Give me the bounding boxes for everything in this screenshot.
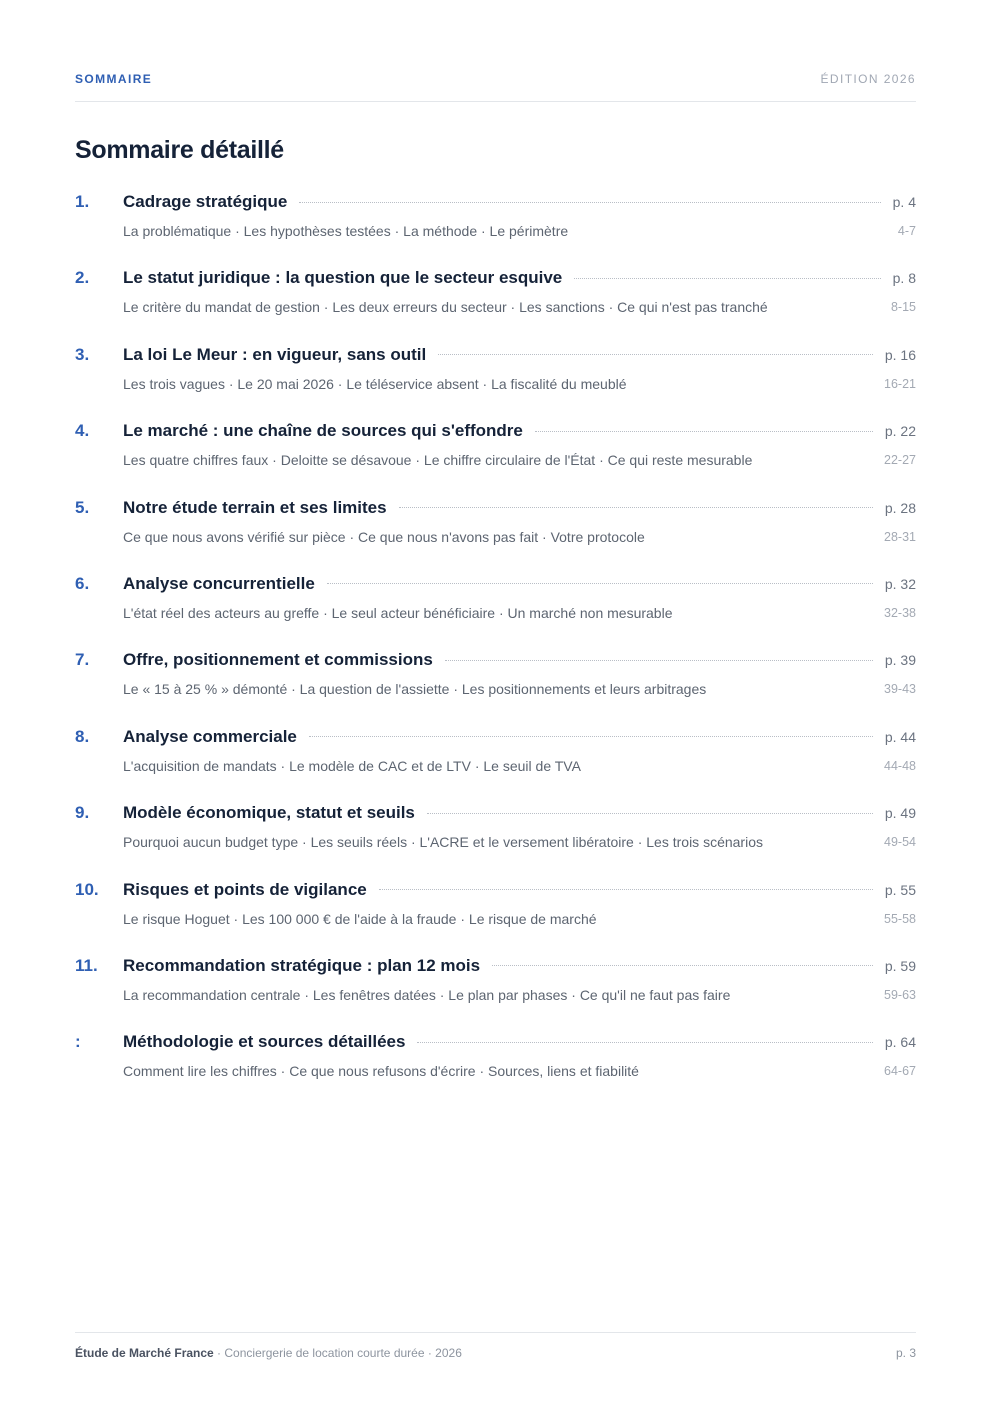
toc-dot-leader [535, 431, 873, 432]
toc-entry-heading [75, 415, 916, 447]
footer-subtitle: · Conciergerie de location courte durée · 2026 [213, 1346, 462, 1360]
toc-dot-leader [379, 889, 873, 890]
toc-entry-details [75, 982, 916, 1008]
toc-entry-details [75, 676, 916, 702]
toc-entry-page[interactable]: p. 16 [884, 346, 916, 363]
header-divider [75, 101, 916, 102]
toc-entry-page-range: 55-58 [884, 911, 916, 926]
toc-entry-number: 8. [75, 726, 90, 746]
toc-entry[interactable] [75, 415, 916, 491]
toc-entry-page-range: 59-63 [884, 987, 916, 1002]
toc-entry-title[interactable]: Méthodologie et sources détaillées [123, 1032, 406, 1052]
toc-entry-number: 3. [75, 344, 90, 364]
toc-entry-subsections: L'état réel des acteurs au greffe · Le seul acteur bénéficiaire · Un marché non mesurable [123, 604, 673, 621]
toc-dot-leader [299, 202, 880, 203]
toc-entry-subsections: La recommandation centrale · Les fenêtres datées · Le plan par phases · Ce qu'il ne faut pas faire [123, 986, 731, 1003]
toc-entry-number: 10. [75, 879, 99, 899]
toc-entry[interactable] [75, 874, 916, 950]
toc-entry-title[interactable]: Modèle économique, statut et seuils [123, 803, 415, 823]
toc-entry-title[interactable]: La loi Le Meur : en vigueur, sans outil [123, 344, 427, 364]
toc-entry-title[interactable]: Cadrage stratégique [123, 192, 288, 211]
toc-dot-leader [438, 354, 873, 355]
toc-entry-heading [75, 1026, 916, 1058]
toc-dot-leader [417, 1042, 872, 1043]
section-kicker: SOMMAIRE [75, 72, 153, 86]
toc-entry[interactable] [75, 644, 916, 720]
toc-entry-title[interactable]: Recommandation stratégique : plan 12 mois [123, 955, 481, 975]
toc-entry-subsections: Comment lire les chiffres · Ce que nous refusons d'écrire · Sources, liens et fiabilité [123, 1063, 639, 1080]
toc-dot-leader [327, 583, 873, 584]
toc-entry-title[interactable]: Offre, positionnement et commissions [123, 650, 433, 670]
table-of-contents [75, 186, 916, 1103]
toc-dot-leader [574, 278, 880, 279]
toc-entry-page[interactable]: p. 59 [884, 957, 916, 974]
toc-entry-details [75, 906, 916, 932]
toc-entry[interactable] [75, 186, 916, 262]
toc-entry-page[interactable]: p. 55 [884, 881, 916, 898]
toc-entry-heading [75, 186, 916, 218]
toc-entry-details [75, 371, 916, 397]
toc-entry-subsections: Le « 15 à 25 % » démonté · La question de l'assiette · Les positionnements et leurs arbitrages [123, 681, 707, 698]
toc-entry-heading [75, 568, 916, 600]
toc-entry-page[interactable]: p. 4 [892, 194, 916, 210]
toc-entry-page-range: 64-67 [884, 1064, 916, 1079]
toc-entry-title[interactable]: Analyse commerciale [123, 726, 297, 746]
toc-entry[interactable] [75, 1026, 916, 1102]
toc-dot-leader [309, 736, 873, 737]
toc-dot-leader [445, 660, 873, 661]
toc-entry[interactable] [75, 568, 916, 644]
toc-entry-heading [75, 262, 916, 294]
document-page [75, 0, 916, 1404]
toc-entry-number: 5. [75, 497, 90, 517]
toc-entry-details [75, 829, 916, 855]
toc-entry-page[interactable]: p. 22 [884, 423, 916, 440]
toc-entry-details [75, 753, 916, 779]
footer-divider [75, 1332, 916, 1333]
toc-entry-details [75, 524, 916, 550]
toc-dot-leader [492, 965, 873, 966]
toc-entry-page[interactable]: p. 8 [892, 270, 916, 287]
toc-entry-page-range: 44-48 [884, 758, 916, 773]
toc-entry-number: : [75, 1032, 81, 1052]
toc-entry-heading [75, 874, 916, 906]
toc-entry-page-range: 32-38 [884, 605, 916, 620]
toc-entry[interactable] [75, 262, 916, 338]
running-header [75, 71, 916, 87]
toc-entry-number: 2. [75, 268, 90, 288]
toc-entry-page[interactable]: p. 44 [884, 728, 916, 745]
toc-entry-subsections: L'acquisition de mandats · Le modèle de CAC et de LTV · Le seuil de TVA [123, 757, 581, 774]
toc-entry-subsections: Les quatre chiffres faux · Deloitte se désavoue · Le chiffre circulaire de l'État · Ce qui reste mesurable [123, 452, 753, 469]
toc-entry-subsections: Les trois vagues · Le 20 mai 2026 · Le téléservice absent · La fiscalité du meublé [123, 375, 627, 392]
toc-entry-title[interactable]: Analyse concurrentielle [123, 573, 315, 593]
toc-entry-page[interactable]: p. 64 [884, 1034, 916, 1051]
toc-entry-details [75, 1058, 916, 1084]
edition-label: ÉDITION 2026 [820, 72, 916, 86]
toc-entry-page-range: 28-31 [884, 529, 916, 544]
toc-entry-subsections: Pourquoi aucun budget type · Les seuils réels · L'ACRE et le versement libératoire · Les trois scénarios [123, 834, 763, 851]
toc-entry-title[interactable]: Notre étude terrain et ses limites [123, 497, 387, 517]
footer-publication [75, 1346, 462, 1360]
toc-entry-page[interactable]: p. 32 [884, 575, 916, 592]
toc-entry-subsections: Ce que nous avons vérifié sur pièce · Ce que nous n'avons pas fait · Votre protocole [123, 528, 645, 545]
toc-entry-details [75, 447, 916, 473]
toc-entry-number: 6. [75, 573, 90, 593]
footer-page-number: p. 3 [895, 1346, 916, 1360]
toc-entry-heading [75, 721, 916, 753]
toc-entry-page-range: 22-27 [884, 453, 916, 468]
toc-entry-page[interactable]: p. 49 [884, 805, 916, 822]
toc-entry-heading [75, 492, 916, 524]
toc-entry-number: 9. [75, 803, 90, 823]
toc-entry-page-range: 8-15 [890, 300, 916, 315]
toc-entry-title[interactable]: Le marché : une chaîne de sources qui s'effondre [123, 421, 523, 441]
footer-brand: Étude de Marché France [75, 1346, 214, 1360]
toc-entry-subsections: Le critère du mandat de gestion · Les deux erreurs du secteur · Les sanctions · Ce qui n'est pas tranché [123, 299, 768, 316]
toc-entry-heading [75, 797, 916, 829]
toc-entry-page[interactable]: p. 28 [884, 499, 916, 516]
toc-entry-page-range: 4-7 [897, 224, 916, 238]
running-footer [75, 1345, 916, 1361]
toc-entry-subsections: La problématique · Les hypothèses testées · La méthode · Le périmètre [123, 223, 569, 239]
toc-entry-heading [75, 644, 916, 676]
toc-entry-page-range: 39-43 [884, 682, 916, 697]
toc-entry-details [75, 218, 916, 244]
toc-entry-page-range: 16-21 [884, 376, 916, 391]
toc-entry-page-range: 49-54 [884, 835, 916, 850]
toc-entry[interactable] [75, 950, 916, 1026]
toc-entry-subsections: Le risque Hoguet · Les 100 000 € de l'aide à la fraude · Le risque de marché [123, 910, 597, 927]
toc-entry-heading [75, 339, 916, 371]
toc-entry-details [75, 600, 916, 626]
toc-entry-title[interactable]: Risques et points de vigilance [123, 879, 367, 899]
toc-entry[interactable] [75, 797, 916, 873]
toc-entry-number: 1. [75, 192, 90, 211]
toc-entry-number: 7. [75, 650, 90, 670]
toc-entry[interactable] [75, 721, 916, 797]
toc-entry-number: 4. [75, 421, 90, 441]
toc-entry-title[interactable]: Le statut juridique : la question que le secteur esquive [123, 268, 563, 288]
toc-entry[interactable] [75, 492, 916, 568]
toc-entry-details [75, 294, 916, 320]
toc-dot-leader [399, 507, 873, 508]
toc-entry[interactable] [75, 339, 916, 415]
toc-dot-leader [427, 813, 873, 814]
toc-entry-page[interactable]: p. 39 [884, 652, 916, 669]
toc-entry-heading [75, 950, 916, 982]
toc-entry-number: 11. [75, 955, 98, 975]
page-title: Sommaire détaillé [75, 136, 284, 164]
